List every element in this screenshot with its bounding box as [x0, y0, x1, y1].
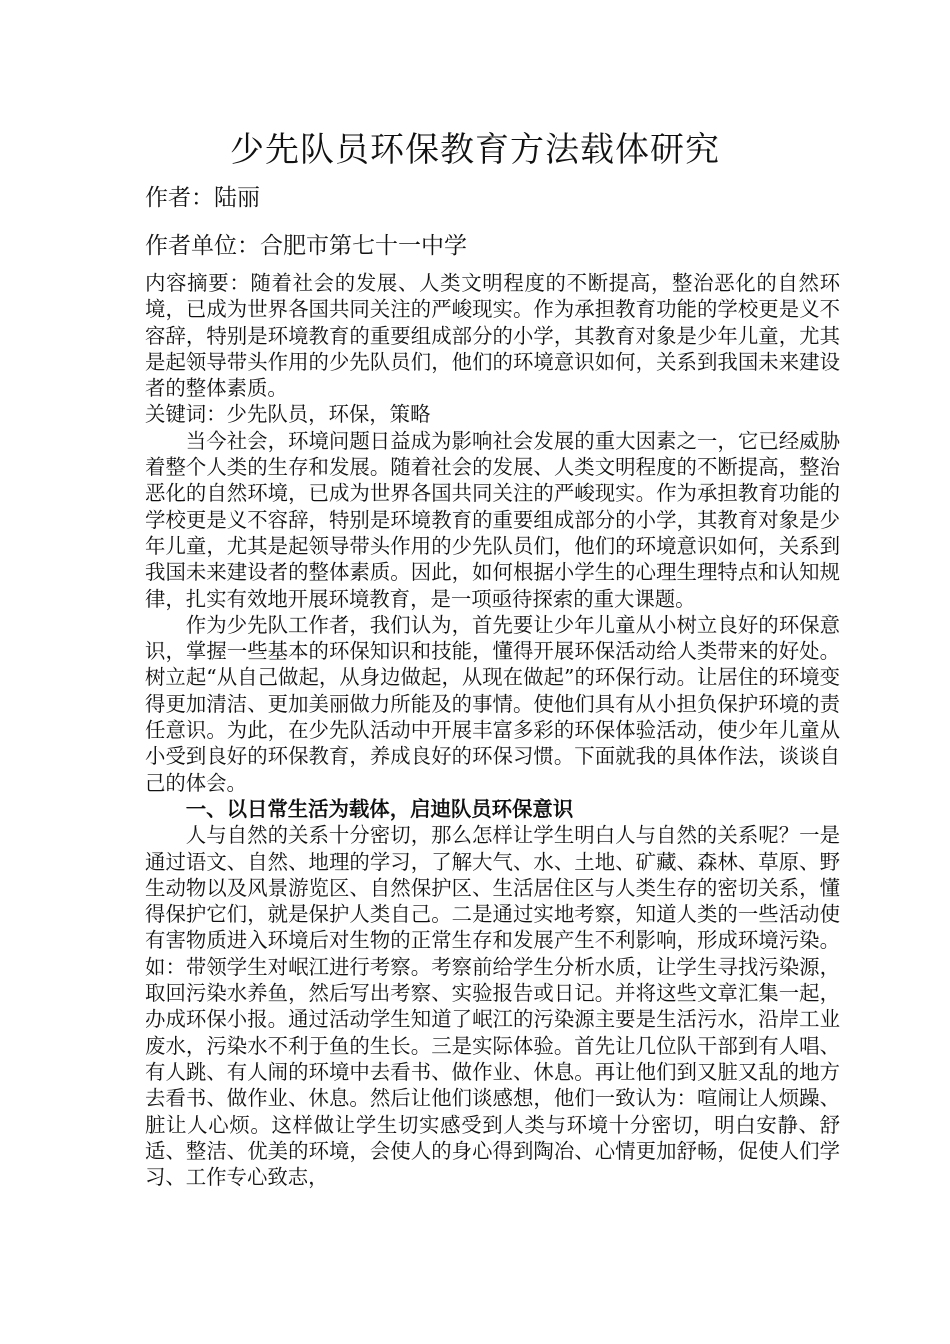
author-line: 作者：陆丽 — [145, 185, 260, 211]
document-body — [145, 270, 840, 1190]
body-paragraph: 当今社会，环境问题日益成为影响社会发展的重大因素之一，它已经威胁着整个人类的生存和发展。随着社会的发展、人类文明程度的不断提高，整治恶化的自然环境，已成为世界各国共同关注的严峻现实。作为承担教育功能的学校更是义不容辞，特别是环境教育的重要组成部分的小学，其教育对象是少年儿童，尤其是起领导带头作用的少先队员们，他们的环境意识如何，关系到我国未来建设者的整体素质。因此，如何根据小学生的心理生理特点和认知规律，扎实有效地开展环境教育，是一项亟待探索的重大课题。 — [145, 428, 840, 611]
section-heading: 一、以日常生活为载体，启迪队员环保意识 — [185, 796, 574, 821]
author-unit-line: 作者单位：合肥市第七十一中学 — [145, 233, 467, 259]
keywords-line: 关键词：少先队员，环保，策略 — [145, 402, 431, 427]
document-title: 少先队员环保教育方法载体研究 — [230, 130, 720, 170]
body-paragraph: 人与自然的关系十分密切，那么怎样让学生明白人与自然的关系呢？一是通过语文、自然、地理的学习，了解大气、水、土地、矿藏、森林、草原、野生动物以及风景游览区、自然保护区、生活居住区与人类生存的密切关系，懂得保护它们，就是保护人类自己。二是通过实地考察，知道人类的一些活动使有害物质进入环境后对生物的正常生存和发展产生不利影响，形成环境污染。如：带领学生对岷江进行考察。考察前给学生分析水质，让学生寻找污染源，取回污染水养鱼，然后写出考察、实验报告或日记。并将这些文章汇集一起，办成环保小报。通过活动学生知道了岷江的污染源主要是生活污水，沿岸工业废水，污染水不利于鱼的生长。三是实际体验。首先让几位队干部到有人唱、有人跳、有人闹的环境中去看书、做作业、休息。再让他们到又脏又乱的地方去看书、做作业、休息。然后让他们谈感想，他们一致认为：喧闹让人烦躁、脏让人心烦。这样做让学生切实感受到人类与环境十分密切，明白安静、舒适、整洁、优美的环境，会使人的身心得到陶冶、心情更加舒畅，促使人们学习、工作专心致志， — [145, 823, 840, 1190]
body-paragraph: 作为少先队工作者，我们认为，首先要让少年儿童从小树立良好的环保意识，掌握一些基本的环保知识和技能，懂得开展环保活动给人类带来的好处。树立起“从自己做起，从身边做起，从现在做起”的环保行动。让居住的环境变得更加清洁、更加美丽做力所能及的事情。使他们具有从小担负保护环境的责任意识。为此，在少先队活动中开展丰富多彩的环保体验活动，使少年儿童从小受到良好的环保教育，养成良好的环保习惯。下面就我的具体作法，谈谈自己的体会。 — [145, 612, 840, 795]
abstract-paragraph: 内容摘要：随着社会的发展、人类文明程度的不断提高，整治恶化的自然环境，已成为世界各国共同关注的严峻现实。作为承担教育功能的学校更是义不容辞，特别是环境教育的重要组成部分的小学，其教育对象是少年儿童，尤其是起领导带头作用的少先队员们，他们的环境意识如何，关系到我国未来建设者的整体素质。 — [145, 271, 840, 401]
